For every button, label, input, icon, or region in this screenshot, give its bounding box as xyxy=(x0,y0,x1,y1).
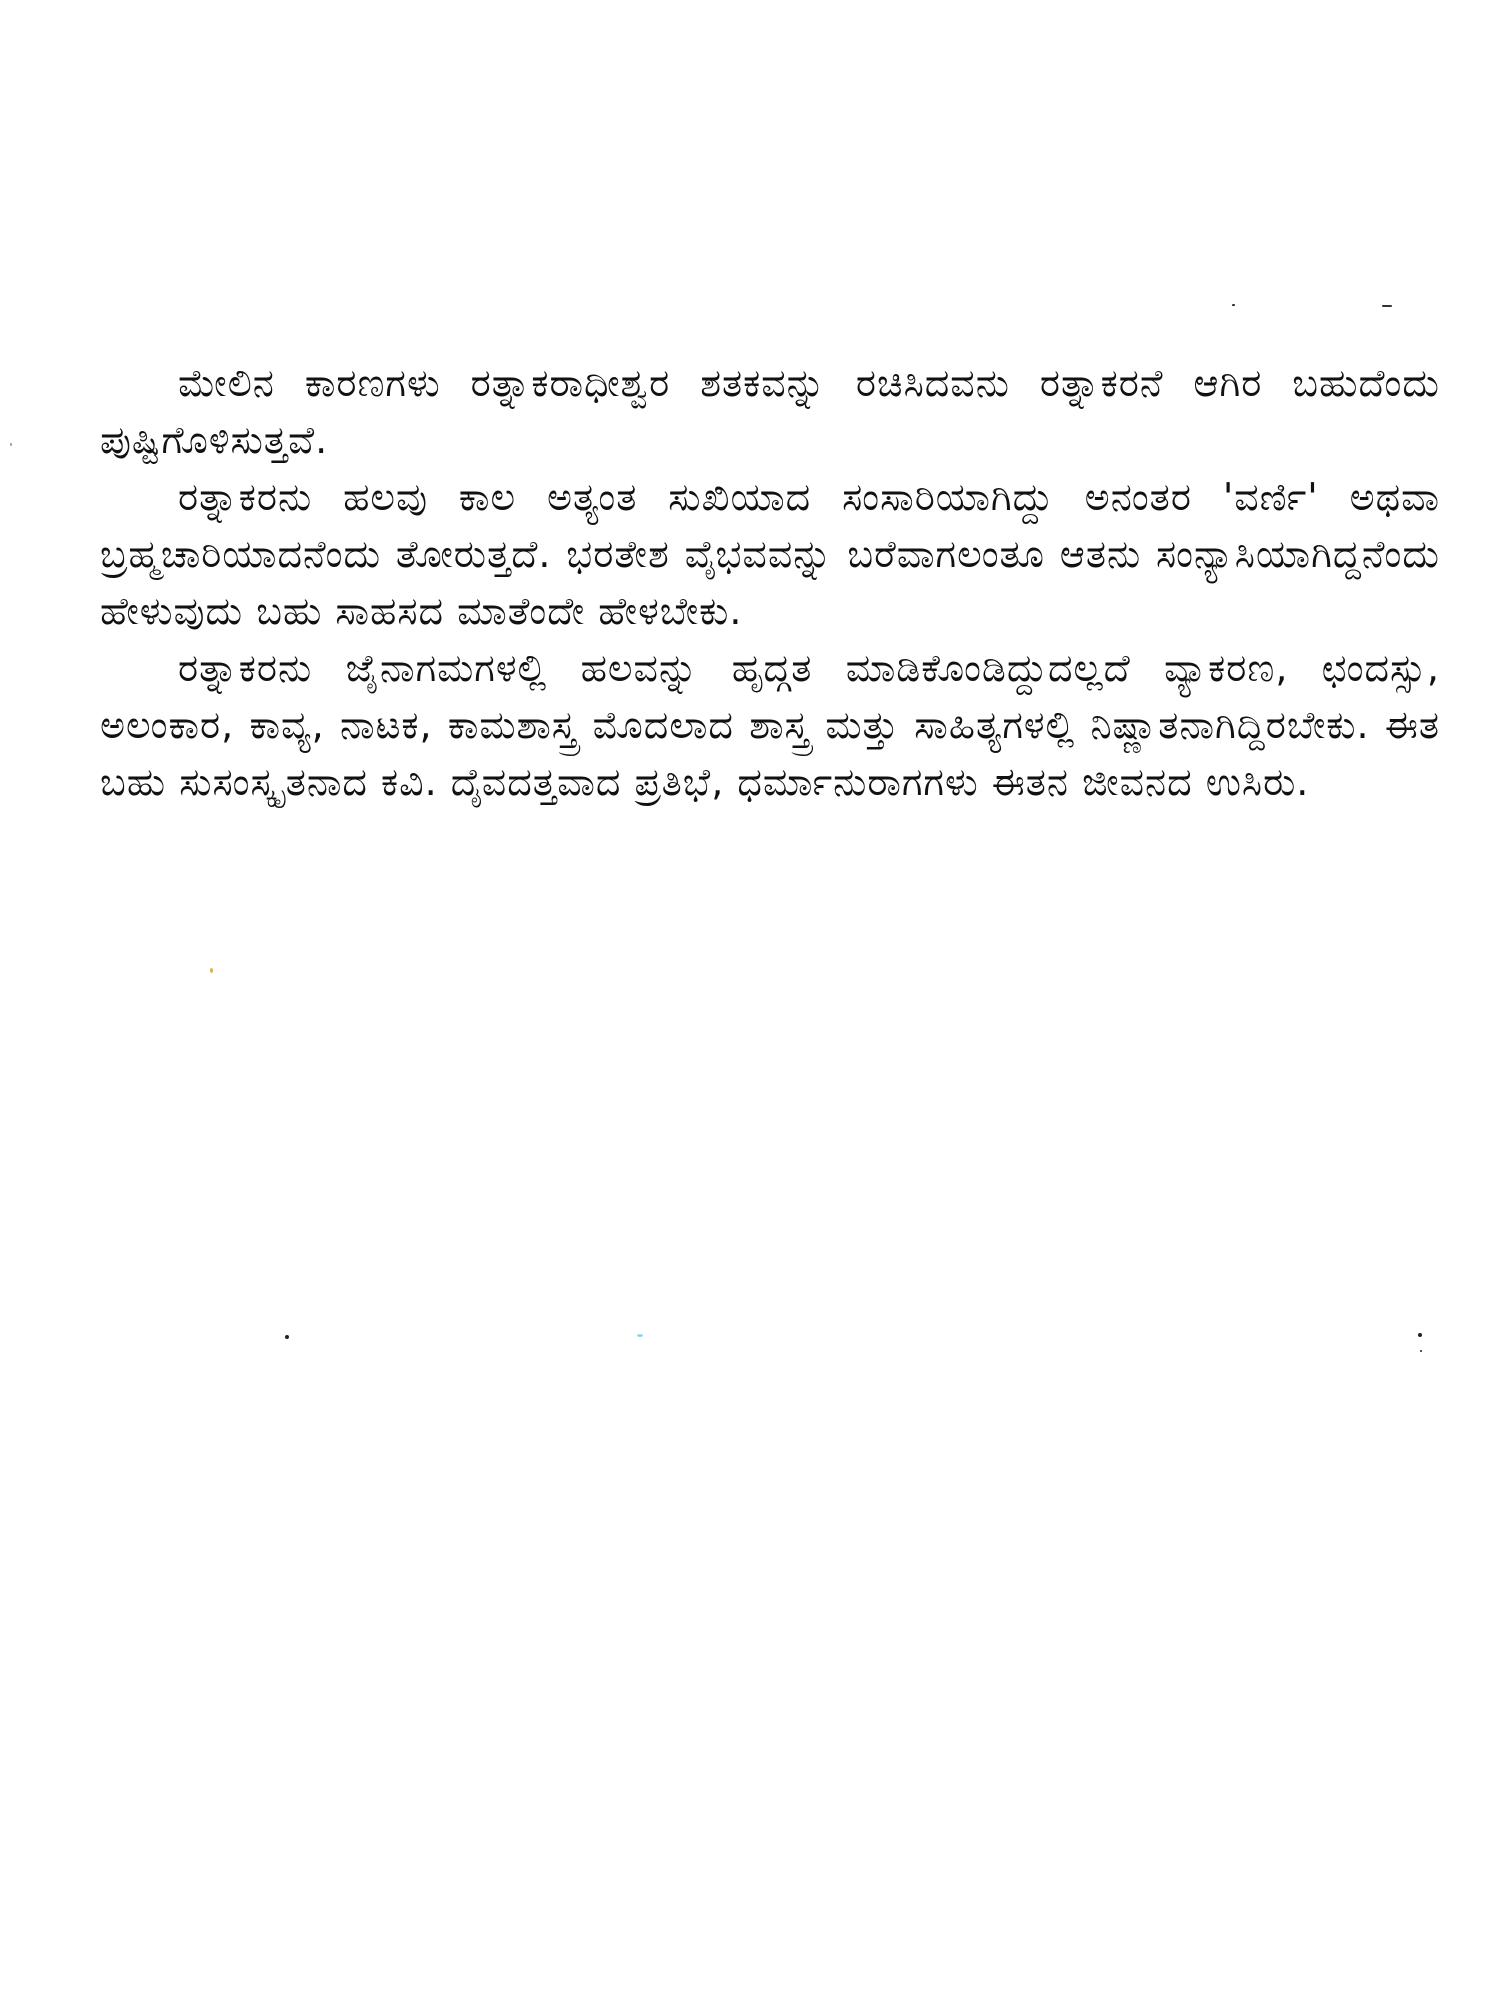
scan-speck xyxy=(637,1334,643,1337)
scan-speck xyxy=(210,968,213,973)
paragraph: ರತ್ನಾಕರನು ಹಲವು ಕಾಲ ಅತ್ಯಂತ ಸುಖಿಯಾದ ಸಂಸಾರಿಯಾಗಿದ್ದು ಅನಂತರ 'ವರ್ಣಿ' ಅಥವಾ ಬ್ರಹ್ಮಚಾರಿಯಾದನೆಂದು ತೋರುತ್ತದೆ. ಭರತೇಶ ವೈಭವವನ್ನು ಬರೆವಾಗಲಂತೂ ಆತನು ಸಂನ್ಯಾಸಿಯಾಗಿದ್ದನೆಂದು ಹೇಳುವುದು ಬಹು ಸಾಹಸದ ಮಾತೆಂದೇ ಹೇಳಬೇಕು. xyxy=(100,475,1440,633)
scan-speck xyxy=(1232,304,1235,306)
paragraph: ಮೇಲಿನ ಕಾರಣಗಳು ರತ್ನಾಕರಾಧೀಶ್ವರ ಶತಕವನ್ನು ರಚಿಸಿದವನು ರತ್ನಾಕರನೆ ಆಗಿರ ಬಹುದೆಂದು ಪುಷ್ಟಿಗೊಳಿಸುತ್ತವೆ. xyxy=(100,361,1440,462)
body-text xyxy=(100,355,1440,811)
scan-speck xyxy=(1382,305,1392,307)
scan-speck xyxy=(10,443,12,446)
scan-speck xyxy=(1418,1333,1422,1337)
scan-speck xyxy=(285,1335,289,1339)
scan-speck xyxy=(1420,1350,1422,1352)
paragraph: ರತ್ನಾಕರನು ಜೈನಾಗಮಗಳಲ್ಲಿ ಹಲವನ್ನು ಹೃದ್ಗತ ಮಾಡಿಕೊಂಡಿದ್ದುದಲ್ಲದೆ ವ್ಯಾಕರಣ, ಛಂದಸ್ಸು, ಅಲಂಕಾರ, ಕಾವ್ಯ, ನಾಟಕ, ಕಾಮಶಾಸ್ತ್ರ ಮೊದಲಾದ ಶಾಸ್ತ್ರ ಮತ್ತು ಸಾಹಿತ್ಯಗಳಲ್ಲಿ ನಿಷ್ಣಾತನಾಗಿದ್ದಿರಬೇಕು. ಈತ ಬಹು ಸುಸಂಸ್ಕೃತನಾದ ಕವಿ. ದೈವದತ್ತವಾದ ಪ್ರತಿಭೆ, ಧರ್ಮಾನುರಾಗಗಳು ಈತನ ಜೀವನದ ಉಸಿರು. xyxy=(100,646,1440,804)
